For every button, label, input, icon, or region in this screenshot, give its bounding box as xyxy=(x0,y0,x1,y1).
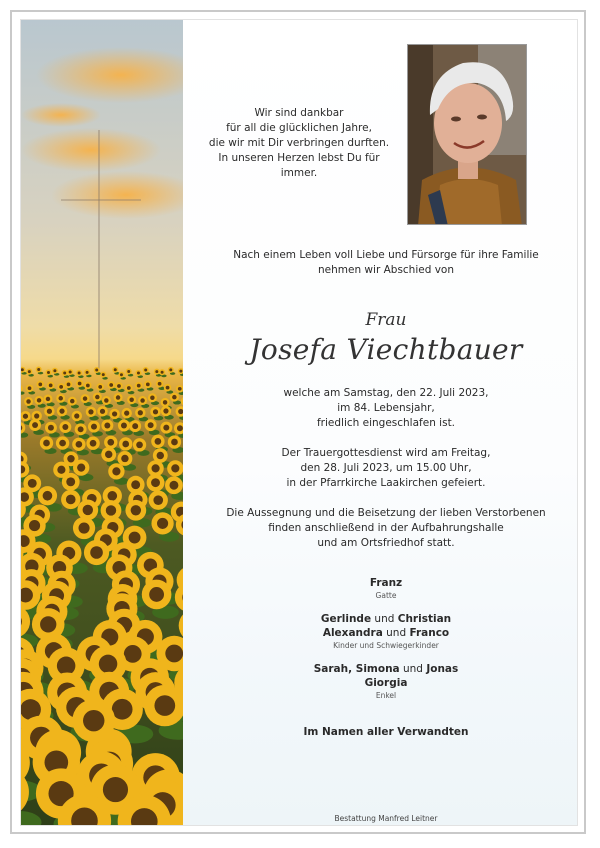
sunflower-center xyxy=(57,466,65,474)
children-group xyxy=(193,612,578,652)
sunflower-center xyxy=(78,522,89,533)
sunflower-center xyxy=(136,441,143,448)
sunflower-center xyxy=(171,464,179,472)
sunflower-center xyxy=(63,371,66,374)
sunflower-center xyxy=(66,477,75,486)
conjunction: und xyxy=(374,613,395,625)
sunflower-center xyxy=(154,695,175,716)
sunflower-center xyxy=(38,383,42,387)
sunflower-center xyxy=(26,399,30,403)
intro-text xyxy=(193,248,578,278)
sunflower-center xyxy=(104,422,110,428)
sunflower-center xyxy=(48,425,54,431)
sunflower-center xyxy=(137,372,140,375)
sunflower-center xyxy=(86,384,90,388)
death-line: friedlich eingeschlafen ist. xyxy=(316,417,456,429)
poem-line: die wir mit Dir verbringen durften. xyxy=(208,137,390,149)
sunflower-center xyxy=(66,495,76,505)
sunflower-center xyxy=(157,518,168,529)
sunflower-center xyxy=(114,368,117,371)
sunflower-center xyxy=(95,369,98,372)
sunflower-center xyxy=(116,395,120,399)
sunflower-center xyxy=(155,438,162,445)
obituary-card xyxy=(20,19,578,826)
portrait-photo xyxy=(407,44,527,225)
sunflower-center xyxy=(124,645,142,663)
sunflower-center xyxy=(140,398,144,402)
children-relation: Kinder und Schwiegerkinder xyxy=(333,641,439,650)
death-notice xyxy=(193,386,578,431)
sunflower-center xyxy=(178,387,182,391)
child-name: Christian xyxy=(397,613,452,625)
sunflower-center xyxy=(99,655,118,674)
sunflower-center xyxy=(146,383,150,387)
sunflower-center xyxy=(107,491,117,501)
death-line: welche am Samstag, den 22. Juli 2023, xyxy=(283,387,489,399)
sunflower-center xyxy=(77,464,85,472)
sunflower-center xyxy=(59,385,63,389)
sunflower-center xyxy=(83,505,93,515)
sunflower-center xyxy=(78,372,81,375)
sunflower-center xyxy=(91,424,97,430)
sunflower-center xyxy=(107,439,114,446)
service-line: Der Trauergottesdienst wird am Freitag, xyxy=(281,447,491,459)
burial-line: Die Aussegnung und die Beisetzung der lieben Verstorbenen xyxy=(226,507,546,519)
sunflower-center xyxy=(124,411,129,416)
sunflower-center xyxy=(117,384,121,388)
sunflower-center xyxy=(29,520,40,531)
sunflower-center xyxy=(59,409,64,414)
portrait-illustration xyxy=(408,45,527,225)
sunflower-center xyxy=(177,425,183,431)
sunflower-center xyxy=(28,479,37,488)
sunflower-center xyxy=(40,616,56,632)
grandchild-name: Jonas xyxy=(426,663,459,675)
sunflower-center xyxy=(88,409,93,414)
sunflower-center xyxy=(166,386,170,390)
sunflower-center xyxy=(78,382,82,386)
spouse-group xyxy=(193,576,578,602)
sunflower-center xyxy=(169,481,178,490)
sunflower-center xyxy=(127,370,130,373)
grandchildren-relation: Enkel xyxy=(375,691,397,700)
sunflower-center xyxy=(104,398,108,402)
sunflower-center xyxy=(127,386,131,390)
sunflower-center xyxy=(112,699,133,720)
conjunction: und xyxy=(403,663,423,675)
sunflower-center xyxy=(152,464,160,472)
sunflower-center xyxy=(153,495,163,505)
sunflower-center xyxy=(28,386,32,390)
sunflower-center xyxy=(112,411,117,416)
grandchildren-group xyxy=(193,662,578,702)
sunflower-center xyxy=(53,369,56,372)
sunflower-center xyxy=(47,371,50,374)
sunflower-center xyxy=(163,408,168,413)
sunflower-center xyxy=(169,368,172,371)
sunflower-center xyxy=(67,382,71,386)
sunflower-center xyxy=(172,395,176,399)
sunflower-center xyxy=(47,409,52,414)
undertaker-name: Bestattung Manfred Leitner xyxy=(334,814,438,823)
sunflower-center xyxy=(148,422,154,428)
sunflower-center xyxy=(121,423,127,429)
service-line: den 28. Juli 2023, um 15.00 Uhr, xyxy=(300,462,472,474)
sunflower-center xyxy=(95,395,99,399)
sunflower-center xyxy=(70,399,74,403)
sunflower-center xyxy=(155,370,158,373)
sunflower-center xyxy=(131,505,141,515)
sunflower-center xyxy=(83,396,87,400)
sunflower-center xyxy=(32,422,38,428)
death-line: im 84. Lebensjahr, xyxy=(337,402,435,414)
sunflower-center xyxy=(83,710,104,731)
sunflower-center xyxy=(102,373,105,376)
sunflower-center xyxy=(157,452,164,459)
sunflower-center xyxy=(153,409,158,414)
sunflower-center xyxy=(23,414,28,419)
sunflower-center xyxy=(28,370,31,373)
sunflower-center xyxy=(179,370,182,373)
grandchild-name: Sarah, Simona xyxy=(313,663,400,675)
conjunction: und xyxy=(386,627,407,639)
intro-line: nehmen wir Abschied von xyxy=(317,264,455,276)
sunflower-center xyxy=(165,645,183,663)
sunflower-center xyxy=(37,368,40,371)
sunflower-center xyxy=(129,532,141,544)
sunflower-center xyxy=(76,441,83,448)
sunflower-center xyxy=(121,455,128,462)
burial-line: und am Ortsfriedhof statt. xyxy=(317,537,455,549)
sunflower-center xyxy=(106,505,116,515)
sunflower-center xyxy=(37,398,41,402)
sunflower-center xyxy=(62,424,68,430)
sunflower-center xyxy=(57,657,76,676)
sunflower-center xyxy=(43,491,53,501)
sunflower-center xyxy=(43,440,50,447)
sunflower-center xyxy=(109,383,113,387)
sunflower-center xyxy=(100,409,105,414)
burial-line: finden anschließend in der Aufbahrungshalle xyxy=(268,522,504,534)
sunflower-center xyxy=(129,397,133,401)
child-name: Gerlinde xyxy=(320,613,372,625)
sunflower-center xyxy=(144,369,147,372)
sunflower-center xyxy=(59,440,66,447)
closing-line: Im Namen aller Verwandten xyxy=(303,726,469,738)
sunflower-center xyxy=(137,384,141,388)
sunflower-center xyxy=(120,373,123,376)
sunflower-center xyxy=(122,441,129,448)
mourners-list xyxy=(193,576,578,712)
sunflower-center xyxy=(163,425,169,431)
sunflower-field-image xyxy=(21,20,183,826)
sunflower-center xyxy=(105,451,112,458)
sunflower-center xyxy=(161,371,164,374)
service-notice xyxy=(193,446,578,491)
sunflower-center xyxy=(132,423,138,429)
sunflower-center xyxy=(58,396,62,400)
sunflower-center xyxy=(49,384,53,388)
sunflower-center xyxy=(163,400,167,404)
sunflower-center xyxy=(158,382,162,386)
sunflower-center xyxy=(78,426,84,432)
poem-line: für all die glücklichen Jahre, xyxy=(226,122,372,134)
child-name: Franco xyxy=(409,627,450,639)
sunflower-center xyxy=(67,455,74,462)
spouse-relation: Gatte xyxy=(375,591,397,600)
poem-line: Wir sind dankbar xyxy=(254,107,344,119)
sunflower-center xyxy=(90,440,97,447)
sunflower-center xyxy=(112,467,120,475)
burial-notice xyxy=(193,506,578,551)
sunflower-center xyxy=(138,410,143,415)
sunflower-center xyxy=(46,397,50,401)
spouse-name: Franz xyxy=(369,577,403,589)
sunflower-center xyxy=(98,385,102,389)
grandchild-name: Giorgia xyxy=(364,677,408,689)
sunflower-center xyxy=(74,413,79,418)
sunflower-center xyxy=(86,371,89,374)
salutation: Frau xyxy=(365,310,407,330)
poem-line: In unseren Herzen lebst Du für immer. xyxy=(218,152,380,179)
sunflower-center xyxy=(34,413,39,418)
poem-block xyxy=(199,106,399,181)
service-line: in der Pfarrkirche Laakirchen gefeiert. xyxy=(286,477,486,489)
sunflower-center xyxy=(149,587,164,602)
sunflower-center xyxy=(69,370,72,373)
deceased-name: Josefa Viechtbauer xyxy=(249,333,523,366)
sunflower-center xyxy=(131,480,140,489)
sunflower-center xyxy=(90,546,103,559)
sunflower-center xyxy=(103,777,128,802)
intro-line: Nach einem Leben voll Liebe und Fürsorge für ihre Familie xyxy=(233,249,539,261)
sunflower-field-illustration xyxy=(21,20,183,826)
sunflower-center xyxy=(151,478,160,487)
child-name: Alexandra xyxy=(322,627,383,639)
sunflower-center xyxy=(171,439,178,446)
sunflower-center xyxy=(150,396,154,400)
